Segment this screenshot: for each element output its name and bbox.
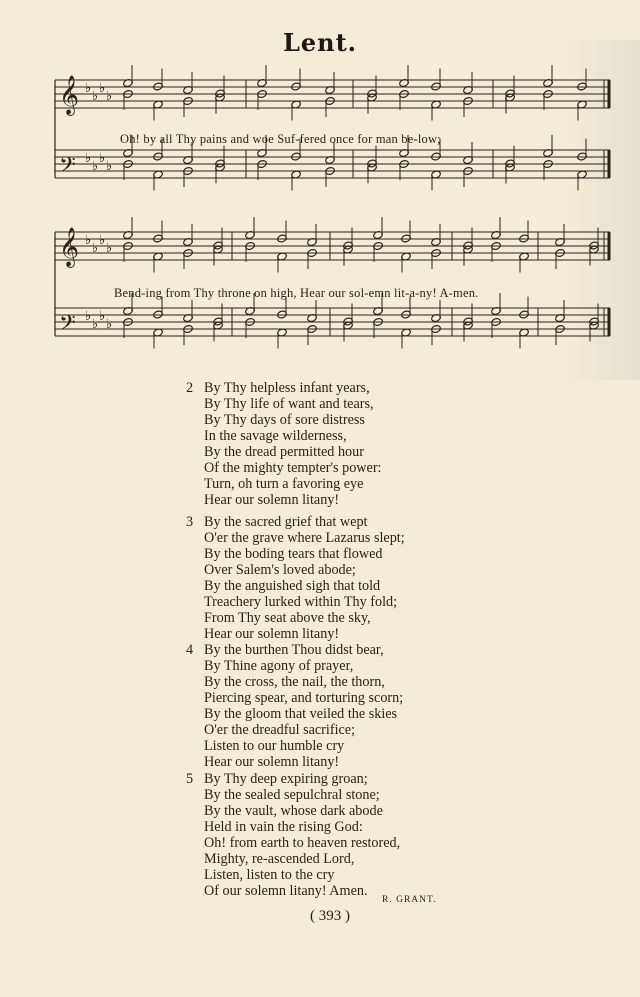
verse-line: By the dread permitted hour xyxy=(204,444,364,460)
verse-2 xyxy=(186,380,382,508)
staff xyxy=(55,217,610,273)
verse-line: By Thy life of want and tears, xyxy=(204,396,374,412)
staff xyxy=(55,65,610,121)
staff xyxy=(55,293,610,349)
page-number: ( 393 ) xyxy=(310,908,350,924)
flat-icon: ♭ xyxy=(99,151,106,166)
score-system-2 xyxy=(55,217,610,349)
verse-line: Hear our solemn litany! xyxy=(204,754,340,770)
bass-clef-icon: 𝄢 xyxy=(59,311,76,341)
hymn-title: Lent. xyxy=(282,28,358,57)
verse-line: By the burthen Thou didst bear, xyxy=(204,642,384,658)
flat-icon: ♭ xyxy=(99,233,106,248)
flat-icon: ♭ xyxy=(106,159,113,174)
verse-line: By Thine agony of prayer, xyxy=(204,658,354,674)
verse-line: Held in vain the rising God: xyxy=(204,819,363,835)
verse-line: Of the mighty tempter's power: xyxy=(204,460,382,476)
verse-line: By the vault, whose dark abode xyxy=(204,803,383,819)
verse-number: 4 xyxy=(186,642,194,658)
treble-clef-icon: 𝄞 xyxy=(59,75,80,115)
flat-icon: ♭ xyxy=(99,81,106,96)
author-credit: R. GRANT. xyxy=(382,895,437,905)
verse-line: Oh! from earth to heaven restored, xyxy=(204,835,401,851)
verse-line: In the savage wilderness, xyxy=(204,428,347,444)
verse-line: O'er the grave where Lazarus slept; xyxy=(204,530,405,546)
flat-icon: ♭ xyxy=(106,317,113,332)
flat-icon: ♭ xyxy=(92,159,99,174)
verse-line: O'er the dreadful sacrifice; xyxy=(204,722,356,738)
flat-icon: ♭ xyxy=(85,81,92,96)
verse-line: By the cross, the nail, the thorn, xyxy=(204,674,385,690)
verse-line: Listen, listen to the cry xyxy=(204,867,335,883)
verse-line: By Thy days of sore distress xyxy=(204,412,365,428)
verse-line: Treachery lurked within Thy fold; xyxy=(204,594,398,610)
verse-line: Listen to our humble cry xyxy=(204,738,345,754)
verse-line: By the sacred grief that wept xyxy=(204,514,368,530)
verse-line: Piercing spear, and torturing scorn; xyxy=(204,690,404,706)
verse-4 xyxy=(186,642,403,770)
treble-clef-icon: 𝄞 xyxy=(59,227,80,267)
music-score xyxy=(0,0,640,380)
flat-icon: ♭ xyxy=(85,309,92,324)
flat-icon: ♭ xyxy=(106,89,113,104)
flat-icon: ♭ xyxy=(92,89,99,104)
flat-icon: ♭ xyxy=(85,233,92,248)
bass-clef-icon: 𝄢 xyxy=(59,153,76,183)
verse-line: From Thy seat above the sky, xyxy=(204,610,371,626)
flat-icon: ♭ xyxy=(92,317,99,332)
verse-number: 5 xyxy=(186,771,194,787)
lyric-line-2: Bend-ing from Thy throne on high, Hear our sol-emn lit-a-ny! A-men. xyxy=(114,286,479,300)
flat-icon: ♭ xyxy=(85,151,92,166)
verse-line: Over Salem's loved abode; xyxy=(204,562,356,578)
verse-number: 2 xyxy=(186,380,194,396)
flat-icon: ♭ xyxy=(106,241,113,256)
verse-line: By the sealed sepulchral stone; xyxy=(204,787,380,803)
verse-number: 3 xyxy=(186,514,194,530)
flat-icon: ♭ xyxy=(92,241,99,256)
verse-line: Mighty, re-ascended Lord, xyxy=(204,851,355,867)
verse-line: By Thy deep expiring groan; xyxy=(204,771,368,787)
verse-line: By Thy helpless infant years, xyxy=(204,380,370,396)
verse-line: By the anguished sigh that told xyxy=(204,578,381,594)
verse-line: Hear our solemn litany! xyxy=(204,492,340,508)
verse-line: Hear our solemn litany! xyxy=(204,626,340,642)
verse-5 xyxy=(186,771,400,899)
verse-3 xyxy=(186,514,405,642)
verse-line: Of our solemn litany! Amen. xyxy=(204,883,368,899)
lyric-line-1: Oh! by all Thy pains and woe Suf-fered once for man be-low; xyxy=(120,132,441,146)
verse-line: Turn, oh turn a favoring eye xyxy=(204,476,364,492)
score-system-1 xyxy=(55,65,610,191)
verse-line: By the boding tears that flowed xyxy=(204,546,383,562)
flat-icon: ♭ xyxy=(99,309,106,324)
verse-line: By the gloom that veiled the skies xyxy=(204,706,398,722)
